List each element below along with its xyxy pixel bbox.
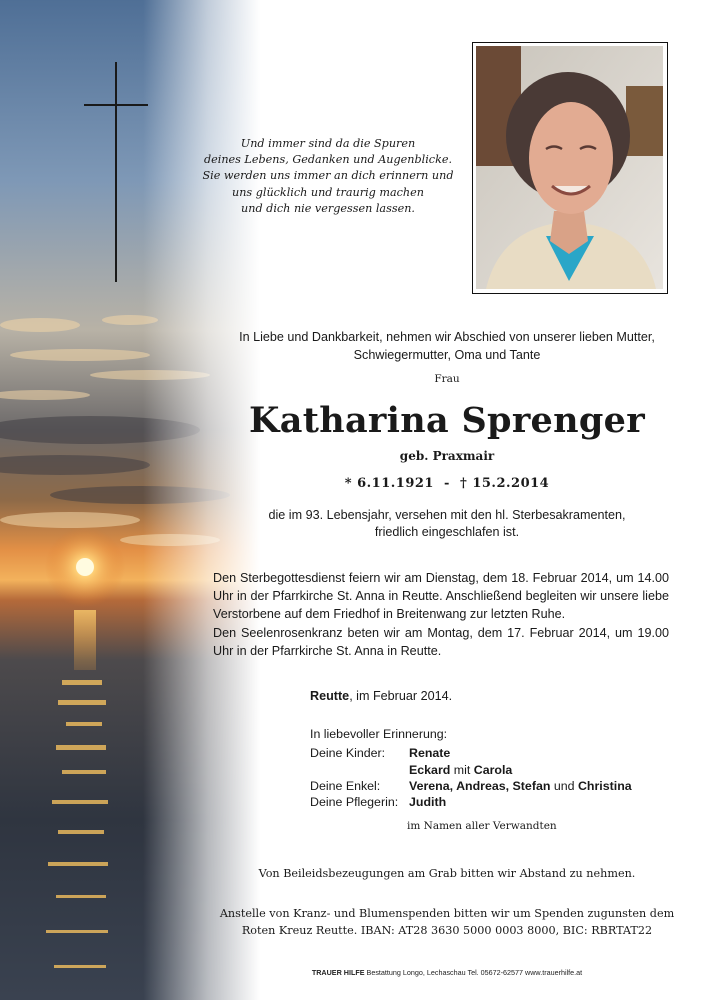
intro-text [212,328,682,364]
cross-vertical-bar [115,62,117,282]
family-value [409,763,512,777]
poem-line: Und immer sind da die Spuren [240,137,416,150]
family-label: Deine Kinder: [310,746,386,760]
caregiver-name: Judith [409,795,447,809]
family-value [409,795,446,809]
birth-name: geb. Praxmair [399,449,495,463]
intro-line: In Liebe und Dankbarkeit, nehmen wir Abschied von unserer lieben Mutter, [239,330,655,344]
place-date: , im Februar 2014. [349,689,453,703]
portrait-photo-frame [472,42,668,294]
donation-note [212,905,682,939]
date-separator: - [444,476,450,491]
death-date: † 15.2.2014 [460,476,550,491]
spouse-name: Carola [473,763,513,777]
family-value [409,746,450,760]
condolence-note: Von Beileidsbezeugungen am Grab bitten wir Abstand zu nehmen. [258,867,636,880]
intro-line: Schwiegermutter, Oma und Tante [353,348,541,362]
poem-line: Sie werden uns immer an dich erinnern und [202,169,454,183]
place-city: Reutte [310,689,350,703]
birth-date: * 6.11.1921 [344,476,434,491]
family-value [409,779,632,793]
cross-horizontal-bar [84,104,148,106]
grandchildren-names: Verena, Andreas, Stefan [409,779,551,793]
child-name: Renate [409,746,451,760]
funeral-paragraph: Den Sterbegottesdienst feiern wir am Dienstag, dem 18. Februar 2014, um 14.00 Uhr in der Pfarrkirche St. Anna in Reutte. Anschließend begleiten wir unsere liebe Verstorbene auf dem Friedhof in Breitenwang zur letzten Ruhe. [213,571,669,621]
place-date-line [310,689,452,703]
footer-brand: TRAUER HILFE [311,968,365,977]
grandchild-name: Christina [577,779,632,793]
portrait-photo [476,46,663,289]
salutation: Frau [434,373,460,385]
relatives-note: im Namen aller Verwandten [407,820,557,832]
poem-line: und dich nie vergessen lassen. [241,201,415,215]
rosary-paragraph: Den Seelenrosenkranz beten wir am Montag, dem 17. Februar 2014, um 19.00 Uhr in der Pfarrkirche St. Anna in Reutte. [213,626,669,658]
age-text [212,507,682,541]
and-word: und [550,779,578,793]
memory-label: In liebevoller Erinnerung: [310,727,448,741]
family-label: Deine Pflegerin: [310,795,399,809]
memorial-poem [200,136,456,217]
deceased-name: Katharina Sprenger [249,400,645,441]
family-label: Deine Enkel: [310,779,381,793]
poem-line: deines Lebens, Gedanken und Augenblicke. [203,153,453,167]
poem-line: uns glücklich und traurig machen [232,185,424,199]
funeral-home-footer [212,968,682,977]
life-dates [212,476,682,491]
donation-line: Anstelle von Kranz- und Blumenspenden bitten wir um Spenden zugunsten dem [219,907,675,920]
with-word: mit [450,763,474,777]
child-name: Eckard [409,763,451,777]
footer-details: Bestattung Longo, Lechaschau Tel. 05672-62577 www.trauerhilfe.at [364,968,583,977]
age-line: friedlich eingeschlafen ist. [374,525,520,539]
donation-line: Roten Kreuz Reutte. IBAN: AT28 3630 5000 0003 8000, BIC: RBRTAT22 [241,924,653,937]
age-line: die im 93. Lebensjahr, versehen mit den hl. Sterbesakramenten, [268,508,626,522]
